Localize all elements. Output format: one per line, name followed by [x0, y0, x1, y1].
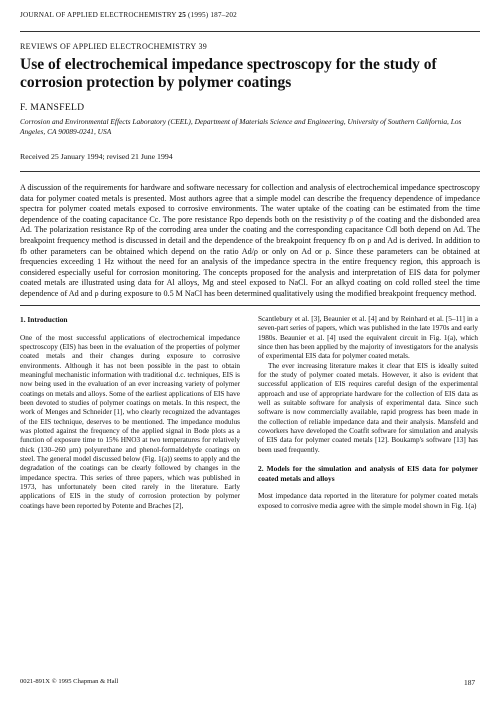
author-name: F. MANSFELD	[20, 102, 85, 113]
header-rule	[20, 31, 480, 32]
journal-volume: 25	[178, 11, 187, 19]
abstract-bottom-rule	[20, 305, 480, 306]
abstract-top-rule	[20, 171, 480, 172]
footer-issn-copyright: 0021-891X © 1995 Chapman & Hall	[20, 678, 119, 685]
abstract-text: A discussion of the requirements for hardware and software necessary for collection and analysis of electrochemical impedance spectroscopy data for polymer coated metals is presented. Most authors agree that a simple model can describe the frequency dependence of impedance spectra for polymer coated metals exposed to corrosive environments. The water uptake of the coating can be estimated from the time dependence of the coating capacitance Cc. The pore resistance Rpo depends both on the resistivity ρ of the coating and the disbonded area Ad. The polarization resistance Rp of the corroding area under the coating and the corresponding capacitance Cdl both depend on Ad. The breakpoint frequency method is discussed in detail and the dependence of the breakpoint frequency fb on ρ and Ad is derived. In addition to fb other parameters can be obtained which depend on the ratio Ad/ρ or only on Ad or ρ. Since these parameters can be obtained at frequencies exceeding 1 Hz without the need for an analysis of the impedance spectra in the entire frequency region, this approach is considered especially useful for corrosion monitoring. The concepts proposed for the analysis and interpretation of EIS data for polymer coated metals are illustrated using data for Al alloys, Mg and steel exposed to NaCl. For an alkyd coating on cold rolled steel the time dependence of Ad and ρ during exposure to 0.5 M NaCl has been determined qualitatively using the modified breakpoint frequency method.	[20, 183, 480, 298]
section-gap	[258, 455, 478, 464]
journal-citation-suffix: (1995) 187–202	[186, 11, 237, 19]
right-paragraph-1: Scantlebury et al. [3], Beaunier et al. [4] and by Reinhard et al. [5–11] in a seven-part series of papers, which was published in the late 1970s and early 1980s. Beaunier et al. [4] used the equivalent circuit in Fig. 1(a), which since then has been applied by the majority of investigators for the analysis of experimental EIS data for polymer coated metals.	[258, 315, 478, 361]
right-paragraph-3: Most impedance data reported in the literature for polymer coated metals exposed to corrosive media agree with the simple model shown in Fig. 1(a)	[258, 492, 478, 510]
page-number: 187	[464, 678, 476, 687]
journal-citation-prefix: JOURNAL OF APPLIED ELECTROCHEMISTRY	[20, 11, 179, 19]
introduction-paragraph: One of the most successful applications of electrochemical impedance spectroscopy (EIS) has been in the evaluation of the properties of polymer coated metals and their changes during exposure to corrosive environments. Although it has not been possible in the past to obtain meaningful mechanistic information with traditional d.c. techniques, EIS is now being used in the evaluation of an ever increasing variety of polymer coatings on metals and alloys. Some of the earliest applications of EIS have been devoted to studies of polymer coatings on metals. In this respect, the work of Menges and Schneider [1], who clearly recognized the advantages of the EIS technique, deserves to be mentioned. The impedance modulus was plotted against the frequency of the applied signal in Bode plots as a function of exposure time to 15% HNO3 at two temperatures for relatively thick (130–260 μm) polyurethane and phenol-formaldehyde coatings on steel. The general model discussed below (Fig. 1(a)) seems to apply and the degradation of the coatings can be clearly followed by changes in the impedance spectra. This series of three papers, which was published in 1973, has unfortunately been cited rarely in the literature. Early applications of EIS in the study of corrosion protection by polymer coatings have been reported by Potente and Braches [2],	[20, 333, 240, 510]
left-column	[20, 315, 240, 511]
received-dates: Received 25 January 1994; revised 21 June 1994	[20, 152, 173, 161]
abstract	[20, 183, 480, 300]
right-paragraph-2: The ever increasing literature makes it clear that EIS is ideally suited for the study of polymer coated metals. However, it also is evident that successful application of EIS requires careful design of the experimental approach and use of appropriate hardware for the collection of EIS data as well as suitable software for analysis of experimental data. Since such software is now commercially available, rapid progress has been made in the collection of reliable impedance data and their analysis. Mansfeld and coworkers have developed the Coatfit software for simulation and analysis of EIS data for polymer coated metals [12]. Boukamp's software [13] has been used frequently.	[258, 361, 478, 454]
section-heading-introduction: 1. Introduction	[20, 315, 68, 324]
section-heading-models: 2. Models for the simulation and analysis of EIS data for polymer coated metals and alloys	[258, 464, 478, 483]
series-line: REVIEWS OF APPLIED ELECTROCHEMISTRY 39	[20, 42, 208, 51]
journal-header	[20, 11, 237, 19]
affiliation: Corrosion and Environmental Effects Laboratory (CEEL), Department of Materials Science and Engineering, University of Southern California, Los Angeles, CA 90089-0241, USA	[20, 117, 462, 136]
right-column	[258, 315, 478, 511]
article-title: Use of electrochemical impedance spectroscopy for the study of corrosion protection by polymer coatings	[20, 56, 437, 91]
